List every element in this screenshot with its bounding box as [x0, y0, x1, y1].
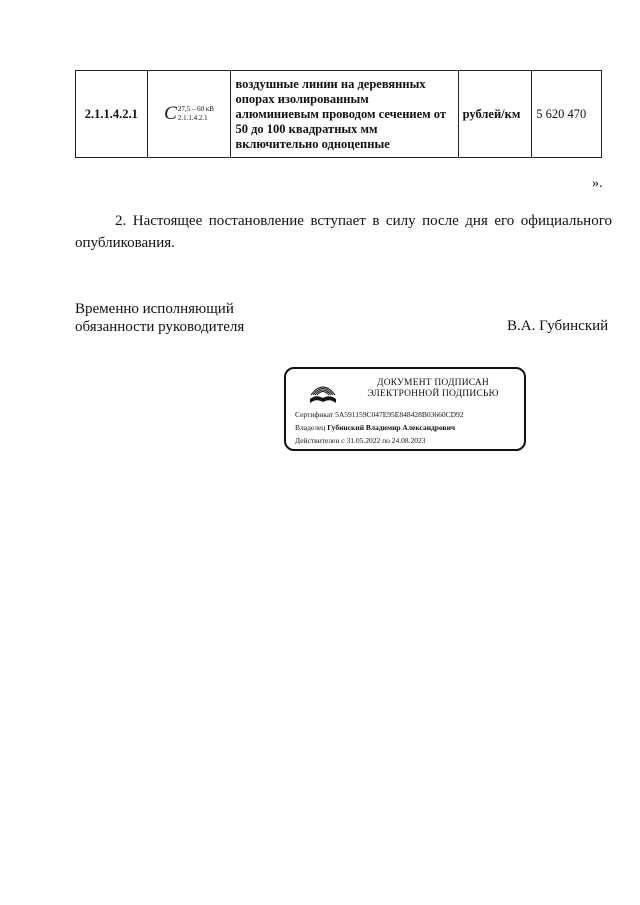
closing-quote: ».: [592, 176, 603, 191]
electronic-signature-stamp: [284, 367, 526, 451]
row-value: 5 620 470: [532, 71, 602, 158]
emblem-icon: [308, 377, 338, 407]
position-line-2: обязанности руководителя: [75, 319, 245, 335]
owner-name: Губинский Владимир Александрович: [327, 423, 456, 432]
signatory-position: [75, 300, 244, 336]
formula-subscript: 2.1.1.4.2.1: [177, 114, 208, 122]
table-row: [76, 71, 602, 158]
row-code: 2.1.1.4.2.1: [76, 71, 148, 158]
stamp-validity: Действителен с 31.05.2022 по 24.08.2023: [295, 436, 426, 445]
certificate-label: Сертификат: [295, 410, 334, 419]
stamp-owner: [295, 423, 455, 432]
row-formula: [147, 71, 231, 158]
row-unit: рублей/км: [458, 71, 532, 158]
paragraph-effective-date: 2. Настоящее постановление вступает в силу после дня его официального опубликования.: [75, 213, 612, 251]
owner-label: Владелец: [295, 423, 326, 432]
stamp-title: [348, 378, 518, 400]
row-description: воздушные линии на деревянных опорах изолированным алюминиевым проводом сечением от 50 до 100 квадратных мм включительно одноцепные: [231, 71, 458, 158]
tariff-table: [75, 70, 602, 158]
formula-superscript: 27,5 – 60 кВ: [177, 105, 214, 113]
formula-symbol: C: [164, 103, 177, 124]
stamp-title-line-2: ЭЛЕКТРОННОЙ ПОДПИСЬЮ: [367, 389, 499, 399]
position-line-1: Временно исполняющий: [75, 301, 234, 317]
formula-notation: [164, 103, 214, 125]
stamp-title-line-1: ДОКУМЕНТ ПОДПИСАН: [377, 378, 489, 388]
formula-indices: [178, 105, 214, 123]
stamp-certificate: [295, 410, 464, 419]
certificate-number: 5A591159C047E95E848428B03660CD92: [335, 410, 464, 419]
signatory-name: В.А. Губинский: [507, 318, 609, 334]
